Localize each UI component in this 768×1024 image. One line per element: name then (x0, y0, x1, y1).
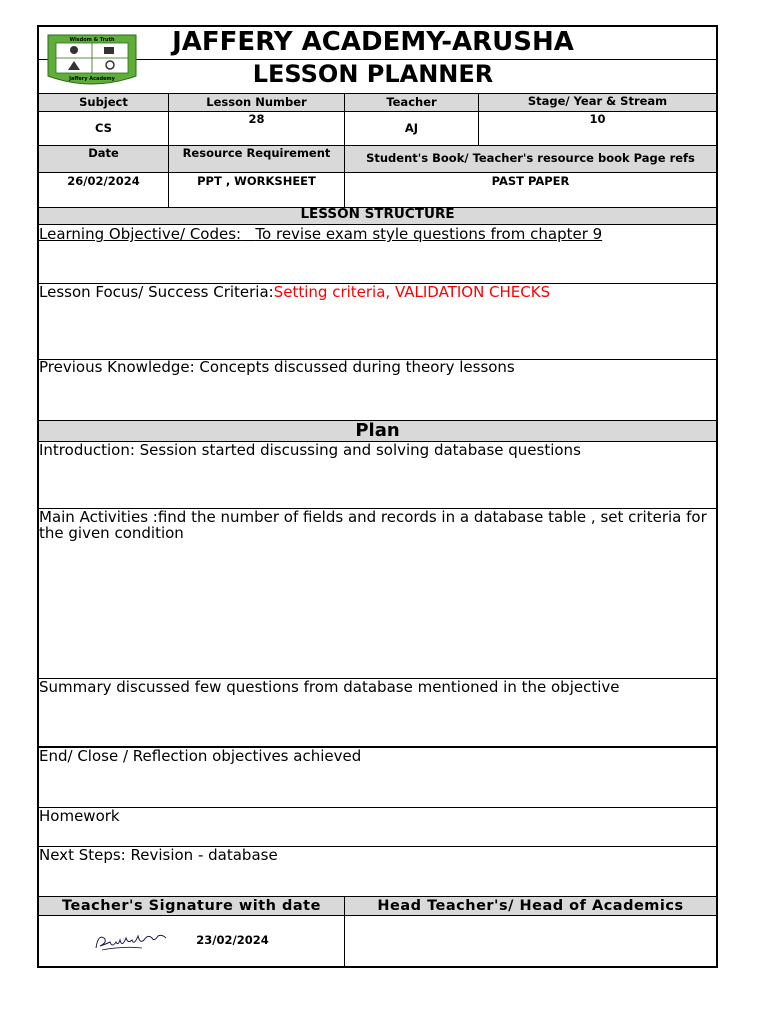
next-steps: Next Steps: Revision - database (39, 846, 278, 864)
book-refs-value: PAST PAPER (491, 174, 570, 188)
divider (39, 172, 716, 173)
lesson-number-header: Lesson Number (206, 95, 307, 109)
teacher-value: AJ (404, 121, 419, 135)
learning-objective (39, 226, 602, 242)
divider (39, 807, 716, 808)
resource-value: PPT , WORKSHEET (197, 174, 316, 188)
subject-value: CS (95, 121, 112, 135)
summary: Summary discussed few questions from database mentioned in the objective (39, 678, 620, 696)
resource-header: Resource Requirement (182, 146, 331, 160)
school-name: JAFFERY ACADEMY-ARUSHA (172, 27, 574, 57)
end-close-reflection: End/ Close / Reflection objectives achieved (39, 747, 362, 765)
svg-text:Jaffery Academy: Jaffery Academy (69, 76, 115, 82)
date-header: Date (88, 146, 119, 160)
date-value: 26/02/2024 (67, 174, 140, 188)
head-teacher-label: Head Teacher's/ Head of Academics (377, 898, 684, 914)
objective-label: Learning Objective/ Codes: (39, 225, 242, 243)
col-divider (344, 93, 345, 207)
school-logo (44, 32, 140, 88)
svg-text:Wisdom & Truth: Wisdom & Truth (69, 37, 115, 43)
document-title: LESSON PLANNER (252, 60, 494, 88)
lesson-number-value: 28 (248, 112, 265, 126)
teacher-header: Teacher (386, 95, 437, 109)
teacher-signature-label: Teacher's Signature with date (62, 898, 321, 914)
book-refs-header: Student's Book/ Teacher's resource book Page refs (366, 151, 695, 165)
lesson-focus (39, 284, 550, 300)
subject-header: Subject (79, 95, 128, 109)
plan-heading: Plan (355, 420, 400, 441)
introduction: Introduction: Session started discussing and solving database questions (39, 441, 581, 459)
divider (39, 915, 716, 916)
previous-knowledge: Previous Knowledge: Concepts discussed during theory lessons (39, 358, 515, 376)
teacher-signature-date: 23/02/2024 (196, 933, 269, 947)
main-activities: Main Activities :find the number of fields and records in a database table , set criteria for the given condition (39, 508, 707, 542)
focus-label: Lesson Focus/ Success Criteria: (39, 283, 274, 301)
lesson-structure-heading: LESSON STRUCTURE (300, 206, 455, 222)
planner-frame (37, 25, 718, 968)
objective-value: To revise exam style questions from chapter 9 (255, 225, 603, 243)
divider (39, 896, 716, 897)
stage-value: 10 (589, 112, 606, 126)
focus-value: Setting criteria, VALIDATION CHECKS (273, 283, 551, 301)
teacher-signature (92, 926, 172, 956)
stage-header: Stage/ Year & Stream (527, 94, 668, 108)
homework: Homework (39, 807, 120, 825)
